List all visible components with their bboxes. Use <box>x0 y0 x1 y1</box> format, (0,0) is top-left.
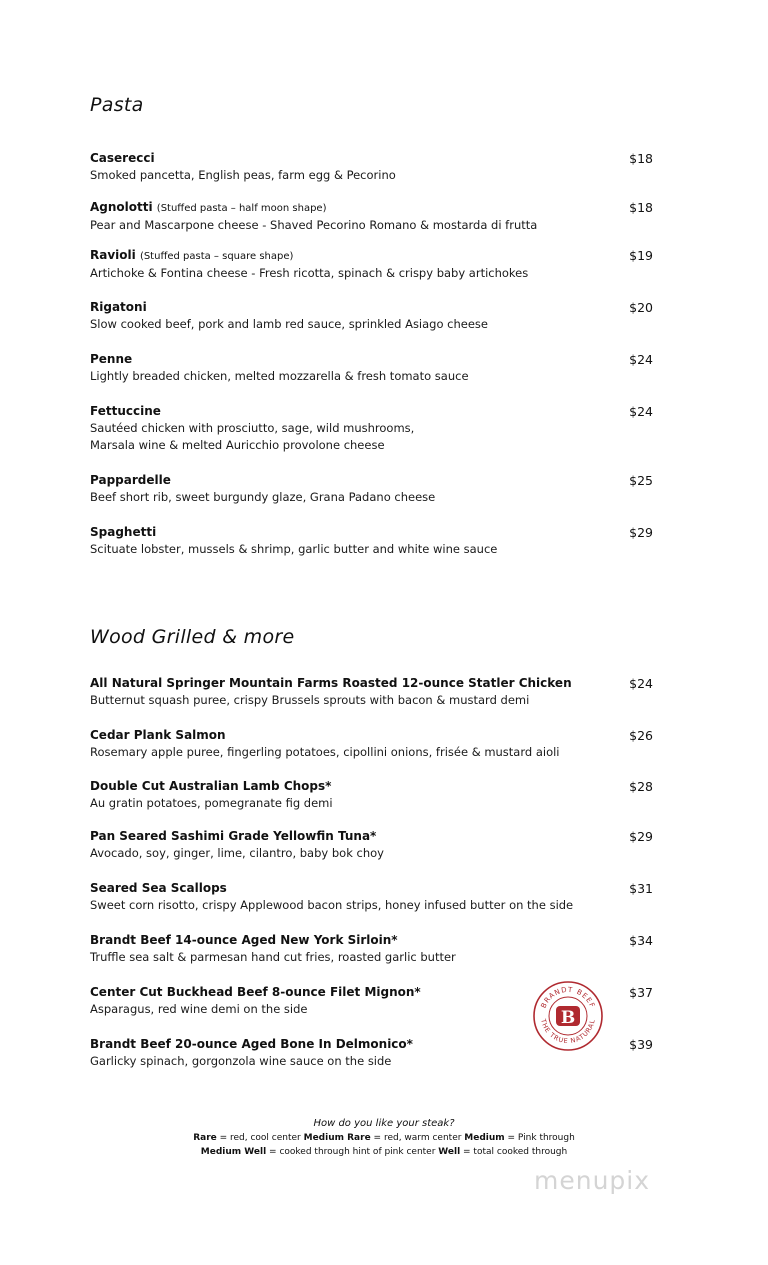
item-price: $28 <box>629 779 653 794</box>
item-description: Smoked pancetta, English peas, farm egg & Pecorino <box>90 168 396 182</box>
item-price: $18 <box>629 151 653 166</box>
item-note: (Stuffed pasta – square shape) <box>139 251 294 262</box>
item-description: Artichoke & Fontina cheese - Fresh ricotta, spinach & crispy baby artichokes <box>90 266 529 280</box>
menu-item-sea-scallops <box>90 880 680 914</box>
doneness-rare: Rare <box>193 1133 217 1143</box>
grill-section-title: Wood Grilled & more <box>90 626 295 648</box>
item-description: Sautéed chicken with prosciutto, sage, wild mushrooms, Marsala wine & melted Auricchio provolone cheese <box>90 421 415 452</box>
doneness-medium-well: Medium Well <box>200 1147 267 1157</box>
doneness-medium: Medium <box>464 1133 505 1143</box>
item-description: Sweet corn risotto, crispy Applewood bacon strips, honey infused butter on the side <box>90 898 574 912</box>
item-name: All Natural Springer Mountain Farms Roasted 12-ounce Statler Chicken <box>90 676 572 690</box>
menu-item-penne <box>90 351 680 385</box>
item-name: Brandt Beef 20-ounce Aged Bone In Delmonico* <box>90 1037 413 1051</box>
item-price: $26 <box>629 728 653 743</box>
badge-top-text: BRANDT BEEF <box>539 985 597 1010</box>
menu-item-lamb-chops <box>90 778 680 812</box>
item-description: Garlicky spinach, gorgonzola wine sauce on the side <box>90 1054 392 1068</box>
item-name: Cedar Plank Salmon <box>90 728 226 742</box>
brandt-beef-badge <box>532 980 604 1052</box>
steak-guide-question: How do you like your steak? <box>313 1118 455 1129</box>
menu-item-ravioli <box>90 247 680 282</box>
item-description: Au gratin potatoes, pomegranate fig demi <box>90 796 333 810</box>
badge-bottom-text: THE TRUE NATURAL <box>539 1018 597 1046</box>
steak-guide-line-1 <box>0 1131 768 1145</box>
item-price: $29 <box>629 525 653 540</box>
steak-guide <box>0 1117 768 1159</box>
menu-item-caserecci <box>90 150 680 184</box>
item-price: $34 <box>629 933 653 948</box>
menu-item-spaghetti <box>90 524 680 558</box>
item-price: $37 <box>629 985 653 1000</box>
menu-item-yellowfin-tuna <box>90 828 680 862</box>
item-name: Rigatoni <box>90 300 147 314</box>
item-price: $39 <box>629 1037 653 1052</box>
doneness-rare-desc: = red, cool center <box>216 1133 304 1143</box>
pasta-section-title: Pasta <box>90 94 144 116</box>
item-name: Double Cut Australian Lamb Chops* <box>90 779 332 793</box>
item-price: $25 <box>629 473 653 488</box>
item-description: Truffle sea salt & parmesan hand cut fries, roasted garlic butter <box>90 950 456 964</box>
item-description: Beef short rib, sweet burgundy glaze, Grana Padano cheese <box>90 490 436 504</box>
menu-item-cedar-plank-salmon <box>90 727 680 761</box>
doneness-medium-desc: = Pink through <box>504 1133 575 1143</box>
item-description: Slow cooked beef, pork and lamb red sauce, sprinkled Asiago cheese <box>90 317 488 331</box>
item-description: Pear and Mascarpone cheese - Shaved Pecorino Romano & mostarda di frutta <box>90 218 538 232</box>
item-name: Brandt Beef 14-ounce Aged New York Sirloin* <box>90 933 398 947</box>
item-description: Lightly breaded chicken, melted mozzarella & fresh tomato sauce <box>90 369 469 383</box>
item-price: $20 <box>629 300 653 315</box>
item-price: $24 <box>629 676 653 691</box>
item-name: Pan Seared Sashimi Grade Yellowfin Tuna* <box>90 829 377 843</box>
item-price: $24 <box>629 352 653 367</box>
item-price: $18 <box>629 200 653 215</box>
menu-item-pappardelle <box>90 472 680 506</box>
doneness-well-desc: = total cooked through <box>460 1147 568 1157</box>
item-note: (Stuffed pasta – half moon shape) <box>156 203 327 214</box>
item-name: Agnolotti <box>90 200 153 214</box>
item-price: $29 <box>629 829 653 844</box>
steak-guide-line-2 <box>0 1145 768 1159</box>
doneness-medium-rare: Medium Rare <box>303 1133 371 1143</box>
item-description: Scituate lobster, mussels & shrimp, garlic butter and white wine sauce <box>90 542 498 556</box>
badge-letter: B <box>560 1008 576 1028</box>
menu-item-statler-chicken <box>90 675 680 709</box>
doneness-well: Well <box>438 1147 461 1157</box>
item-description: Avocado, soy, ginger, lime, cilantro, baby bok choy <box>90 846 384 860</box>
item-name: Spaghetti <box>90 525 157 539</box>
item-price: $24 <box>629 404 653 419</box>
menu-item-agnolotti <box>90 199 680 234</box>
menupix-watermark: menupix <box>534 1166 651 1195</box>
item-name: Seared Sea Scallops <box>90 881 227 895</box>
item-name: Ravioli <box>90 248 136 262</box>
doneness-medium-well-desc: = cooked through hint of pink center <box>266 1147 439 1157</box>
item-name: Center Cut Buckhead Beef 8-ounce Filet Mignon* <box>90 985 421 999</box>
item-name: Penne <box>90 352 133 366</box>
menu-item-rigatoni <box>90 299 680 333</box>
item-description: Asparagus, red wine demi on the side <box>90 1002 308 1016</box>
item-name: Fettuccine <box>90 404 161 418</box>
doneness-medium-rare-desc: = red, warm center <box>370 1133 465 1143</box>
item-price: $31 <box>629 881 653 896</box>
item-description: Butternut squash puree, crispy Brussels sprouts with bacon & mustard demi <box>90 693 530 707</box>
menu-item-fettuccine <box>90 403 680 454</box>
menu-item-ny-sirloin <box>90 932 680 966</box>
item-price: $19 <box>629 248 653 263</box>
item-name: Pappardelle <box>90 473 171 487</box>
item-description: Rosemary apple puree, fingerling potatoes, cipollini onions, frisée & mustard aioli <box>90 745 560 759</box>
item-name: Caserecci <box>90 151 155 165</box>
